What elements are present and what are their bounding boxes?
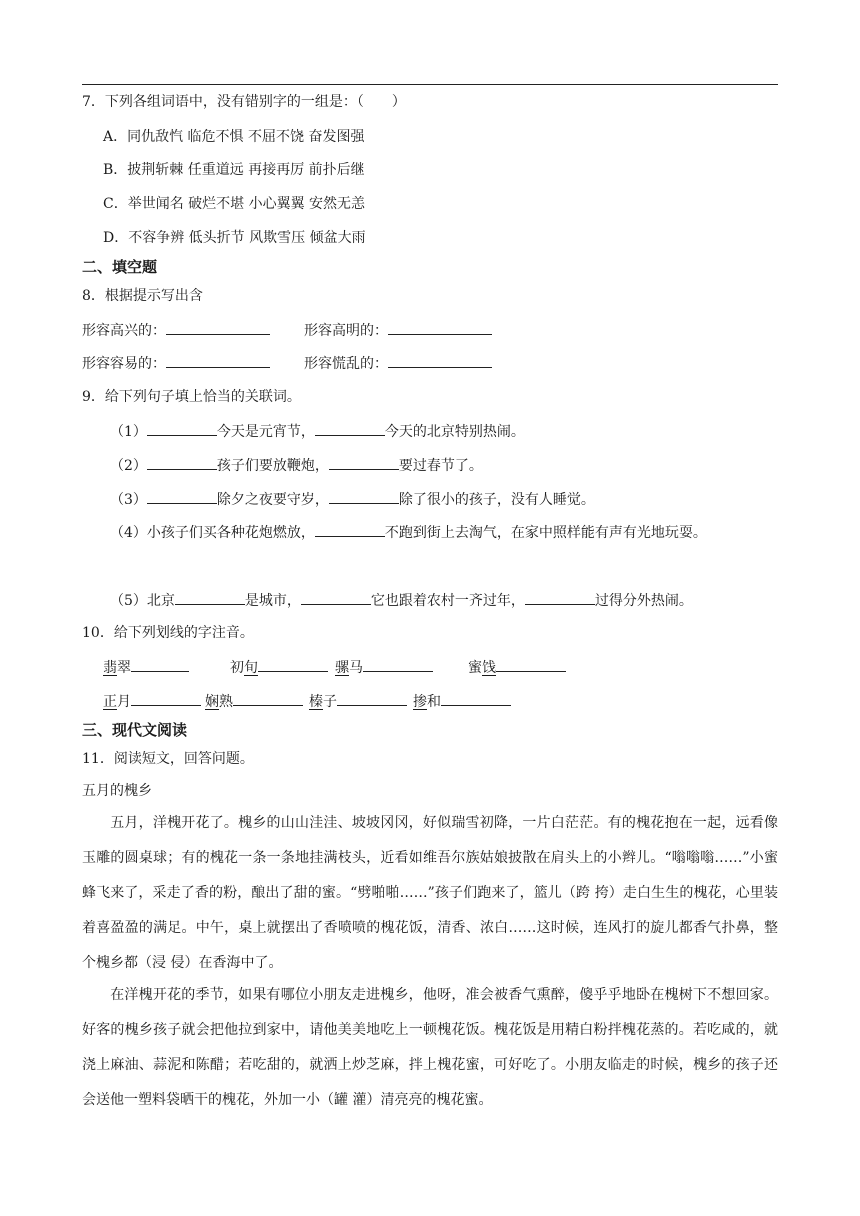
passage-paragraph-1-text: 五月，洋槐开花了。槐乡的山山洼洼、坡坡冈冈，好似瑞雪初降，一片白茫茫。有的槐花抱在一起，远看像玉雕的圆桌球；有的槐花一条一条地挂满枝头，近看如维吾尔族姑娘披散在肩头上的小辫儿。“嗡嗡嗡……”小蜜蜂飞来了，采走了香的粉，酿出了甜的蜜。“劈啪啪……”孩子们跑来了，篮儿（跨 挎）走白生生的槐花，心里装着喜盈盈的满足。中午，桌上就摆出了香喷喷的槐花饭，清香、浓白……这时候，连风打的旋儿都香气扑鼻，整个槐乡都（浸 侵）在香海中了。 [82,815,778,971]
pinyin-item [103,691,201,712]
q9-s1-num: （1） [110,424,147,440]
q9-s5-text-4: 过得分外热闹。 [594,593,693,609]
answer-blank[interactable] [329,489,399,504]
q8-item [304,353,492,374]
q9-s3-text: 除夕之夜要守岁， [216,492,329,508]
passage-paragraph-2-text: 在洋槐开花的季节，如果有哪位小朋友走进槐乡，他呀，准会被香气熏醉，傻乎乎地卧在槐树下不想回家。好客的槐乡孩子就会把他拉到家中，请他美美地吃上一顿槐花饭。槐花饭是用精白粉拌槐花蒸的。若吃咸的，就浇上麻油、蒜泥和陈醋；若吃甜的，就洒上炒芝麻，拌上槐花蜜，可好吃了。小朋友临走的时候，槐乡的孩子还会送他一塑料袋晒干的槐花，外加一小（罐 灌）清亮亮的槐花蜜。 [82,987,778,1108]
question-9-stem: 9．给下列句子填上恰当的关联词。 [82,389,301,405]
q9-s4-text: （4）小孩子们买各种花炮燃放， [110,525,315,541]
pinyin-item [205,691,303,712]
answer-blank[interactable] [147,421,217,436]
header-rule [82,84,778,85]
question-11-stem: 11．阅读短文，回答问题。 [82,751,254,767]
underlined-char: 榛 [309,694,323,710]
word-suffix: 熟 [219,694,233,710]
answer-blank[interactable] [315,421,385,436]
underlined-char: 掺 [413,694,427,710]
underlined-char: 正 [103,694,117,710]
pinyin-item [413,691,511,712]
answer-blank[interactable] [131,691,201,706]
underlined-char: 娴 [205,694,219,710]
q9-sentence-5 [110,590,693,611]
q9-s2-text-2: 要过春节了。 [398,458,483,474]
question-8-stem: 8．根据提示写出含 [82,288,203,304]
passage-paragraph-2 [82,978,778,1118]
q8-item [82,353,270,374]
answer-blank[interactable] [315,522,385,537]
q9-sentence-3 [110,489,595,510]
q9-s5-text-2: 是城市， [244,593,301,609]
underlined-char: 饯 [482,660,496,676]
q9-s5-text-3: 它也跟着农村一齐过年， [370,593,525,609]
answer-blank[interactable] [496,657,566,672]
pinyin-item [468,657,566,678]
question-7-option-c: C．举世闻名 破烂不堪 小心翼翼 安然无恙 [103,196,366,212]
question-7-stem: 7．下列各组词语中，没有错别字的一组是：（ ） [82,94,406,110]
q8-label-1: 形容高兴的： [82,323,166,339]
answer-blank[interactable] [525,590,595,605]
q9-s3-num: （3） [110,492,147,508]
question-10-stem: 10．给下列划线的字注音。 [82,625,254,641]
underlined-char: 骡 [335,660,349,676]
q9-s1-text-2: 今天的北京特别热闹。 [384,424,525,440]
answer-blank[interactable] [233,691,303,706]
question-7-option-a: A．同仇敌忾 临危不惧 不屈不饶 奋发图强 [103,129,365,145]
pinyin-item [230,657,328,678]
q9-s4-text-2: 不跑到街上去淘气，在家中照样能有声有光地玩耍。 [384,525,707,541]
q9-s2-num: （2） [110,458,147,474]
word-suffix: 马 [349,660,363,676]
underlined-char: 旬 [244,660,258,676]
underlined-char: 翡 [103,660,117,676]
q8-label-4: 形容慌乱的： [304,356,388,372]
answer-blank[interactable] [147,455,217,470]
answer-blank[interactable] [175,590,245,605]
q9-s3-text-2: 除了很小的孩子，没有人睡觉。 [398,492,595,508]
section-2-title: 二、填空题 [82,258,158,276]
passage-title: 五月的槐乡 [82,783,152,799]
q8-item [304,320,492,341]
pinyin-item [309,691,407,712]
q8-item [82,320,270,341]
q9-s1-text: 今天是元宵节， [216,424,315,440]
word-prefix: 初 [230,660,244,676]
answer-blank[interactable] [363,657,433,672]
answer-blank[interactable] [166,353,270,368]
answer-blank[interactable] [147,489,217,504]
pinyin-item [335,657,433,678]
question-7-option-b: B．披荆斩棘 任重道远 再接再厉 前扑后继 [103,162,365,178]
answer-blank[interactable] [388,320,492,335]
answer-blank[interactable] [337,691,407,706]
q8-label-2: 形容高明的： [304,323,388,339]
answer-blank[interactable] [258,657,328,672]
q9-sentence-2 [110,455,483,476]
q9-sentence-4 [110,522,707,543]
answer-blank[interactable] [329,455,399,470]
answer-blank[interactable] [301,590,371,605]
q9-sentence-1 [110,421,525,442]
pinyin-item [103,657,189,678]
word-prefix: 蜜 [468,660,482,676]
q8-label-3: 形容容易的： [82,356,166,372]
question-7-option-d: D．不容争辨 低头折节 风欺雪压 倾盆大雨 [103,230,366,246]
answer-blank[interactable] [166,320,270,335]
answer-blank[interactable] [388,353,492,368]
word-suffix: 月 [117,694,131,710]
word-suffix: 和 [427,694,441,710]
q9-s2-text: 孩子们要放鞭炮， [216,458,329,474]
passage-paragraph-1 [82,806,778,981]
word-suffix: 子 [323,694,337,710]
answer-blank[interactable] [131,657,189,672]
q9-s5-text: （5）北京 [110,593,175,609]
section-3-title: 三、现代文阅读 [82,721,188,739]
word-suffix: 翠 [117,660,131,676]
answer-blank[interactable] [441,691,511,706]
